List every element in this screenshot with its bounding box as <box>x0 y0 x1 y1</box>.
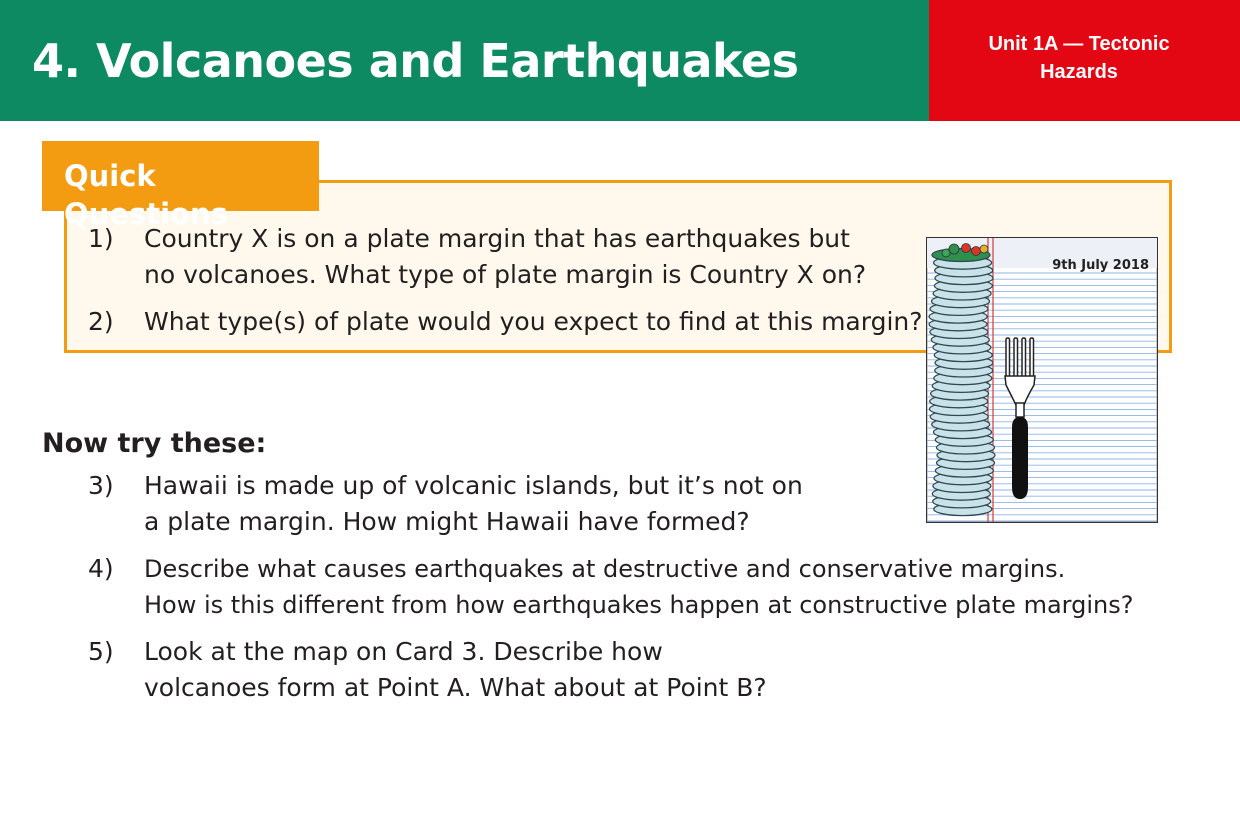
unit-label <box>929 30 1229 86</box>
question-number: 2) <box>88 307 114 336</box>
question-text <box>144 304 923 340</box>
notebook-illustration <box>926 237 1158 523</box>
question-line: Hawaii is made up of volcanic islands, but it’s not on <box>144 471 803 500</box>
header-bar <box>0 0 929 121</box>
quick-questions-label: Quick Questions <box>64 159 228 231</box>
question-text <box>144 551 1133 623</box>
question-line: Country X is on a plate margin that has earthquakes but <box>144 224 850 253</box>
quick-questions-tab <box>42 141 319 231</box>
question-number: 1) <box>88 224 114 253</box>
pancake-stack-icon <box>929 244 995 516</box>
question-text <box>144 221 866 293</box>
unit-label-line2: Hazards <box>1040 61 1118 83</box>
unit-label-line1: Unit 1A — Tectonic <box>988 33 1170 55</box>
question-text <box>144 634 767 706</box>
question-text <box>144 468 803 540</box>
now-try-heading: Now try these: <box>42 428 267 459</box>
question-line: Describe what causes earthquakes at destructive and conservative margins. <box>144 555 1066 583</box>
question-number: 3) <box>88 471 114 500</box>
page-title: 4. Volcanoes and Earthquakes <box>32 34 799 88</box>
question-line: How is this different from how earthquakes happen at constructive plate margins? <box>144 591 1134 619</box>
question-line: What type(s) of plate would you expect to find at this margin? <box>144 307 923 336</box>
question-line: a plate margin. How might Hawaii have formed? <box>144 507 750 536</box>
notebook-date: 9th July 2018 <box>1052 258 1149 273</box>
question-number: 5) <box>88 637 114 666</box>
unit-badge <box>929 0 1240 121</box>
question-line: volcanoes form at Point A. What about at Point B? <box>144 673 767 702</box>
question-line: Look at the map on Card 3. Describe how <box>144 637 663 666</box>
question-number: 4) <box>88 554 114 583</box>
question-line: no volcanoes. What type of plate margin is Country X on? <box>144 260 867 289</box>
